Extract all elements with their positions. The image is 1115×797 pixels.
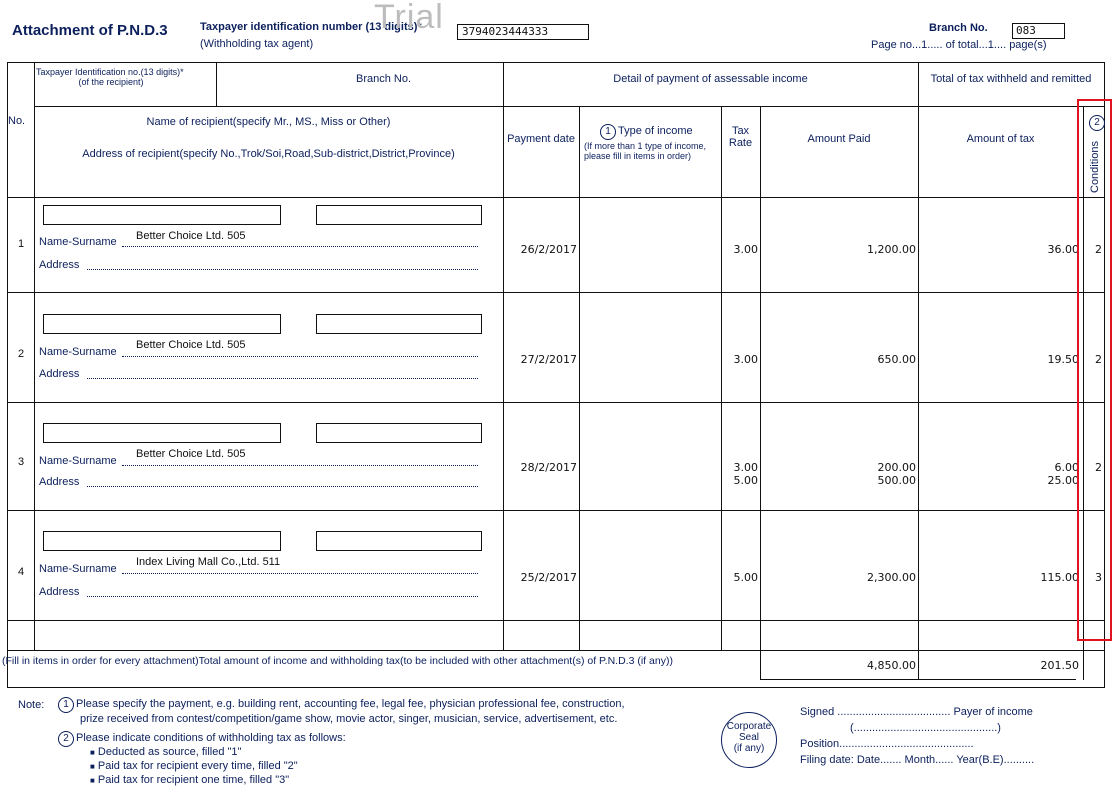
tin-recipient-input[interactable] — [43, 205, 281, 225]
attachment-table — [2, 62, 1105, 688]
divider — [8, 402, 1104, 403]
col-no: No. — [8, 115, 26, 127]
address-dotline — [87, 378, 478, 379]
total-amount-tax: 201.50 — [1040, 659, 1079, 672]
divider — [34, 106, 1104, 107]
branch-recipient-input[interactable] — [316, 423, 482, 443]
signed-line: Signed ..................................... Payer of income — [800, 706, 1033, 718]
amount-paid: 200.00 — [877, 461, 916, 474]
name-dotline — [122, 465, 478, 466]
branch-recipient-input[interactable] — [316, 205, 482, 225]
square-bullet-icon: ■ — [90, 748, 95, 757]
square-bullet-icon: ■ — [90, 776, 95, 785]
col-name-recipient: Name of recipient(specify Mr., MS., Miss or Other) — [146, 116, 391, 128]
tax-rate: 3.00 — [733, 243, 758, 256]
col-amount-paid: Amount Paid — [807, 133, 871, 145]
recipient-name: Better Choice Ltd. 505 — [136, 448, 246, 460]
divider — [579, 106, 580, 650]
name-label: Name-Surname — [39, 563, 117, 575]
divider — [503, 63, 504, 650]
name-label: Name-Surname — [39, 236, 117, 248]
address-label: Address — [39, 259, 80, 271]
tin-recipient-input[interactable] — [43, 314, 281, 334]
col-tin-recipient-sub: (of the recipient) — [78, 77, 144, 87]
row-no: 2 — [18, 348, 25, 360]
payment-date: 28/2/2017 — [520, 461, 577, 474]
branch-recipient-input[interactable] — [316, 531, 482, 551]
divider — [8, 650, 1104, 651]
condition-value: 3 — [1095, 571, 1102, 584]
name-dotline — [122, 573, 478, 574]
divider — [8, 197, 1104, 198]
col-address-recipient: Address of recipient(specify No.,Trok/Soi,Road,Sub-district,District,Province) — [82, 148, 455, 160]
tin-recipient-input[interactable] — [43, 423, 281, 443]
branch-recipient-input[interactable] — [316, 314, 482, 334]
conditions-highlight — [1077, 99, 1112, 641]
circle-1-icon: 1 — [58, 697, 74, 713]
circle-1-icon: 1 — [600, 124, 616, 140]
amount-tax: 6.00 — [1054, 461, 1079, 474]
bullet-item: ■ Paid tax for recipient every time, filled "2" — [90, 760, 298, 772]
col-type-income-note: (If more than 1 type of income, please fill in items in order) — [584, 141, 707, 161]
corporate-seal: Corporate Seal (if any) — [721, 712, 777, 768]
col-detail: Detail of payment of assessable income — [613, 73, 808, 85]
total-amount-paid: 4,850.00 — [867, 659, 916, 672]
divider — [760, 106, 761, 680]
row-no: 1 — [18, 238, 25, 250]
bullet-item: ■ Deducted as source, filled "1" — [90, 746, 242, 758]
amount-paid: 1,200.00 — [867, 243, 916, 256]
payment-date: 25/2/2017 — [520, 571, 577, 584]
condition-value: 2 — [1095, 353, 1102, 366]
tin-input[interactable]: 3794023444333 — [457, 24, 589, 40]
circle-2-icon: 2 — [1089, 115, 1107, 131]
address-label: Address — [39, 476, 80, 488]
name-label: Name-Surname — [39, 346, 117, 358]
amount-paid: 650.00 — [877, 353, 916, 366]
divider — [8, 292, 1104, 293]
col-type-income: 1 Type of income — [600, 124, 720, 140]
divider — [216, 63, 217, 106]
row-no: 3 — [18, 456, 25, 468]
col-amount-tax: Amount of tax — [966, 133, 1035, 145]
col-total-tax: Total of tax withheld and remitted — [930, 73, 1092, 85]
note-1b: prize received from contest/competition/game show, movie actor, singer, musician, service, advertisement, etc. — [80, 713, 618, 725]
recipient-name: Index Living Mall Co.,Ltd. 511 — [136, 556, 281, 568]
divider — [8, 510, 1104, 511]
name-dotline — [122, 356, 478, 357]
address-dotline — [87, 269, 478, 270]
address-label: Address — [39, 368, 80, 380]
position-line: Position............................................ — [800, 738, 974, 750]
tax-rate: 3.00 — [733, 461, 758, 474]
amount-tax: 19.50 — [1047, 353, 1079, 366]
payment-date: 26/2/2017 — [520, 243, 577, 256]
tax-rate: 5.00 — [733, 571, 758, 584]
col-tax-rate: Tax Rate — [728, 125, 753, 149]
note-2: 2 Please indicate conditions of withholding tax as follows: — [58, 731, 346, 747]
condition-value: 2 — [1095, 461, 1102, 474]
branch-label: Branch No. — [929, 22, 988, 34]
col-conditions: Conditions — [1089, 141, 1101, 193]
amount-tax: 36.00 — [1047, 243, 1079, 256]
tax-rate-2: 5.00 — [733, 474, 758, 487]
name-dotline — [122, 246, 478, 247]
amount-paid: 2,300.00 — [867, 571, 916, 584]
address-label: Address — [39, 586, 80, 598]
amount-tax: 115.00 — [1040, 571, 1079, 584]
tin-sub-label: (Withholding tax agent) — [200, 38, 314, 50]
bullet-item: ■ Paid tax for recipient one time, filled "3" — [90, 774, 290, 786]
filing-date-line: Filing date: Date....... Month...... Year(B.E).......... — [800, 754, 1035, 766]
recipient-name: Better Choice Ltd. 505 — [136, 339, 246, 351]
divider — [721, 106, 722, 650]
trial-watermark: Trial — [374, 0, 444, 36]
col-payment-date: Payment date — [507, 133, 575, 145]
address-dotline — [87, 596, 478, 597]
branch-input[interactable]: 083 — [1012, 23, 1065, 39]
condition-value: 2 — [1095, 243, 1102, 256]
square-bullet-icon: ■ — [90, 762, 95, 771]
amount-tax-2: 25.00 — [1047, 474, 1079, 487]
note-label: Note: — [18, 699, 45, 711]
address-dotline — [87, 486, 478, 487]
form-title: Attachment of P.N.D.3 — [12, 22, 168, 39]
tin-label: Taxpayer identification number (13 digits)* — [200, 21, 422, 33]
recipient-name: Better Choice Ltd. 505 — [136, 230, 246, 242]
tax-rate: 3.00 — [733, 353, 758, 366]
signed-paren: (...............................................) — [850, 722, 1001, 734]
note-1: 1 Please specify the payment, e.g. building rent, accounting fee, legal fee, physician professional fee, construction, — [58, 697, 625, 713]
totals-label: (Fill in items in order for every attachment)Total amount of income and withholding tax(to be included with other attachment(s) of P.N.D.3 (if any)) — [2, 655, 673, 667]
divider — [8, 620, 1104, 621]
amount-paid-2: 500.00 — [877, 474, 916, 487]
row-no: 4 — [18, 566, 25, 578]
name-label: Name-Surname — [39, 455, 117, 467]
col-branch: Branch No. — [356, 73, 412, 85]
tin-recipient-input[interactable] — [43, 531, 281, 551]
col-tin-recipient: Taxpayer Identification no.(13 digits)* — [36, 67, 184, 77]
payment-date: 27/2/2017 — [520, 353, 577, 366]
divider — [918, 63, 919, 680]
circle-2-icon: 2 — [58, 731, 74, 747]
page-indicator: Page no...1..... of total...1.... page(s) — [871, 39, 1047, 51]
